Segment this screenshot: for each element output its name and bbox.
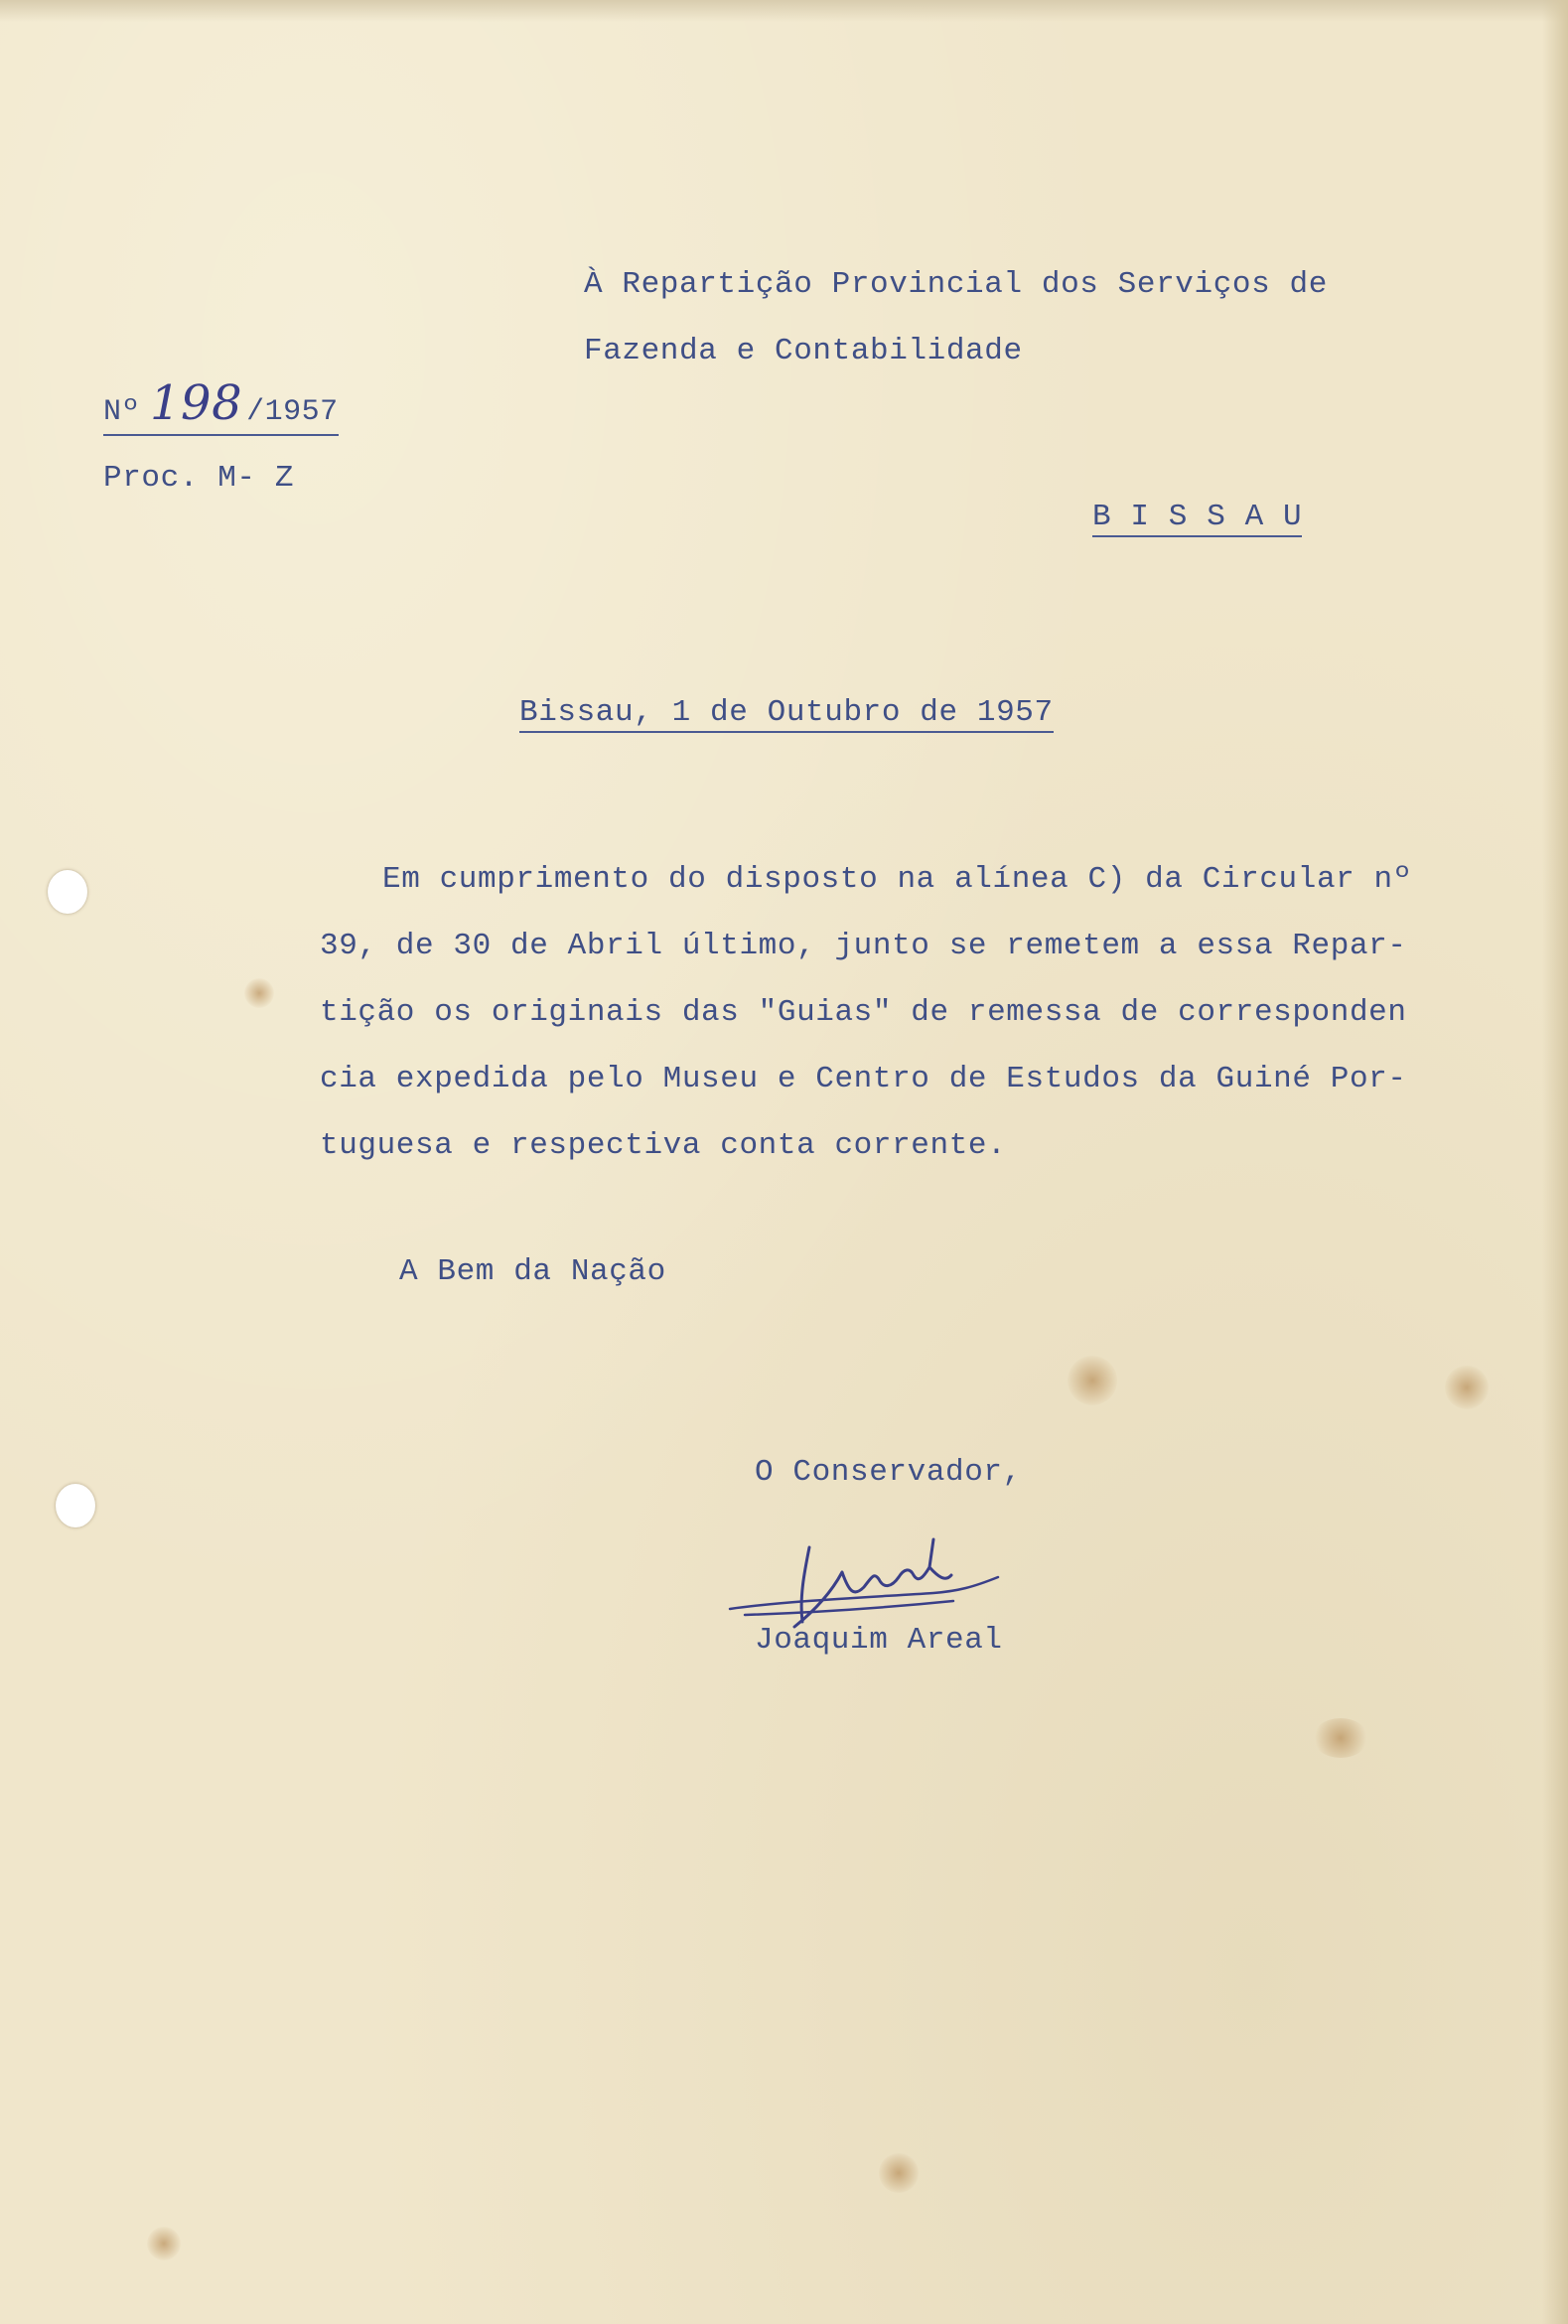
paper-top-edge (0, 0, 1568, 22)
city-heading: B I S S A U (1092, 502, 1302, 537)
paper-right-edge (1542, 0, 1568, 2324)
signatory-title: O Conservador, (755, 1455, 1022, 1490)
signatory-name: Joaquim Areal (755, 1623, 1003, 1658)
reference-year: /1957 (246, 395, 339, 429)
addressee-line-1: À Repartição Provincial dos Serviços de (584, 267, 1328, 302)
body-line-4: cia expedida pelo Museu e Centro de Estudos da Guiné Por- (320, 1062, 1407, 1096)
foxing-stain (1068, 1356, 1117, 1405)
reference-prefix: Nº (103, 395, 141, 429)
foxing-stain (1445, 1366, 1489, 1409)
letter-date: Bissau, 1 de Outubro de 1957 (519, 697, 1054, 733)
foxing-stain (1313, 1718, 1368, 1758)
punch-hole-top (48, 870, 87, 914)
addressee-line-2: Fazenda e Contabilidade (584, 334, 1023, 368)
reference-number (103, 375, 339, 436)
foxing-stain (879, 2153, 919, 2193)
closing-salutation: A Bem da Nação (399, 1254, 666, 1289)
reference-handwritten-number: 198 (150, 375, 243, 431)
foxing-stain (147, 2227, 181, 2260)
body-line-5: tuguesa e respectiva conta corrente. (320, 1128, 1007, 1163)
foxing-stain (244, 978, 274, 1008)
body-line-2: 39, de 30 de Abril último, junto se remetem a essa Repar- (320, 929, 1407, 963)
punch-hole-bottom (56, 1484, 95, 1527)
body-line-3: tição os originais das "Guias" de remessa de corresponden (320, 995, 1407, 1030)
body-line-1: Em cumprimento do disposto na alínea C) da Circular nº (382, 862, 1412, 897)
process-reference: Proc. M- Z (103, 461, 295, 496)
